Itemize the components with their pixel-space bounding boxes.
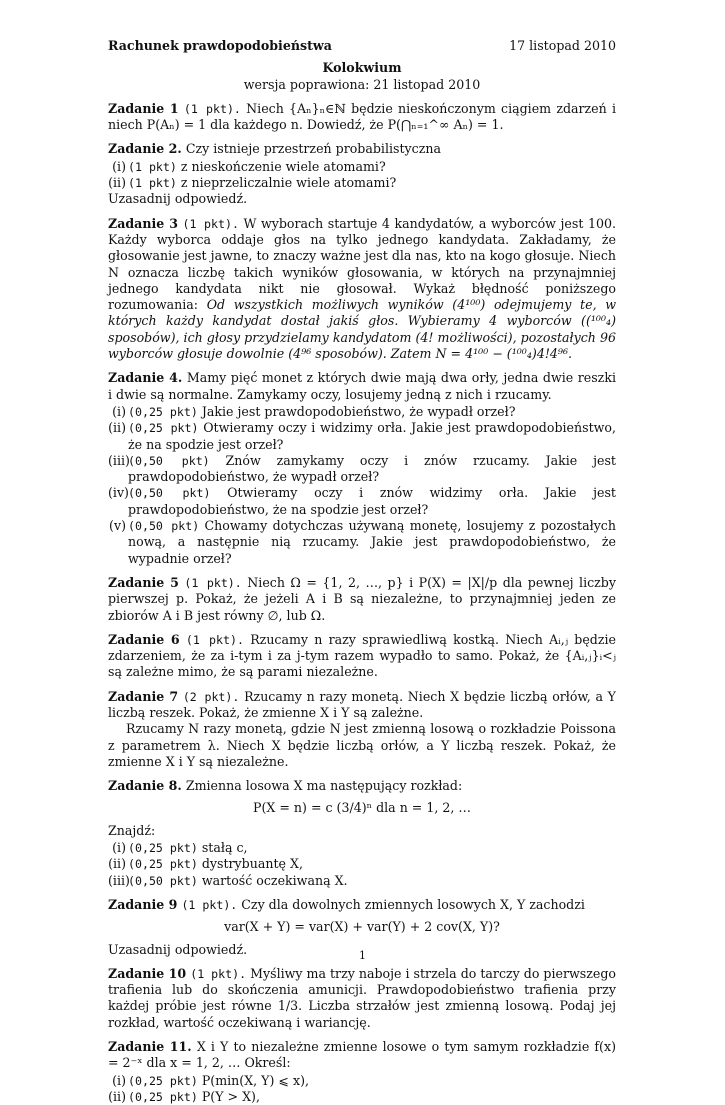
subtask-item <box>108 518 616 567</box>
task-points: (1 pkt). <box>183 101 241 116</box>
task-3 <box>108 216 616 363</box>
subtask-text: Chowamy dotychczas używaną monetę, losujemy z pozostałych nową, a następnie nią rzucamy. Jakie jest prawdopodobieństwo, że wypadnie orzeł? <box>128 518 616 566</box>
task-text: Niech {Aₙ}ₙ∈ℕ będzie nieskończonym ciągiem zdarzeń i niech P(Aₙ) = 1 dla każdego n. Dowiedź, że P(⋂ₙ₌₁^∞ Aₙ) = 1. <box>108 100 616 133</box>
subtask-points: (0,50 pkt) <box>128 453 210 468</box>
exam-title: Kolokwium <box>322 60 402 76</box>
subtask-points: (0,50 pkt) <box>128 486 211 501</box>
task-text: Myśliwy ma trzy naboje i strzela do tarczy do pierwszego trafienia lub do skończenia amunicji. Prawdopodobieństwo trafienia przy każdej próbie jest równe 1/3. Liczba strzałów jest zmienną losową. Podaj jej rozkład, wartość oczekiwaną i wariancję. <box>108 965 616 1030</box>
task-5 <box>108 575 616 624</box>
subtask-text: stałą c, <box>201 840 248 856</box>
exam-page <box>108 38 616 1105</box>
subtask-text: wartość oczekiwaną X. <box>201 872 348 888</box>
task-text: X i Y to niezależne zmienne losowe o tym samym rozkładzie f(x) = 2⁻ˣ dla x = 1, 2, … Określ: <box>108 1039 616 1071</box>
task-points: (1 pkt). <box>181 897 238 912</box>
subtask-item <box>108 485 616 518</box>
task-note: Znajdź: <box>108 822 156 838</box>
task-heading: Zadanie 11. <box>108 1039 192 1055</box>
task-points: (1 pkt). <box>190 966 247 981</box>
subtask-points: (0,25 pkt) <box>128 857 198 872</box>
subtask-text: Znów zamykamy oczy i znów rzucamy. Jakie jest prawdopodobieństwo, że wypadł orzeł? <box>128 452 616 485</box>
task-heading: Zadanie 3 <box>108 215 178 231</box>
task-points: (1 pkt). <box>182 216 239 231</box>
task-10 <box>108 966 616 1031</box>
subtask-number: (iii) <box>108 872 130 888</box>
subtask-text: P(min(X, Y) ⩽ x), <box>201 1072 309 1088</box>
task-text: Czy istnieje przestrzeń probabilistyczna <box>185 141 441 157</box>
subtask-number: (iii) <box>108 452 130 468</box>
subtask-text: dystrybuantę X, <box>201 856 303 872</box>
task-argument: Od wszystkich możliwych wyników (4¹⁰⁰) odejmujemy te, w których każdy kandydat dostał jakiś głos. Wybieramy 4 wyborców ((¹⁰⁰₄) sposobów), ich głosy przydzielamy kandydatom (4! możliwości), pozostałych 96 wyborców głosuje dowolnie (4⁹⁶ sposobów). Zatem N = 4¹⁰⁰ − (¹⁰⁰₄)4!4⁹⁶. <box>108 297 616 362</box>
subtask-points: (0,25 pkt) <box>128 1089 198 1104</box>
formula: P(X = n) = c (3/4)ⁿ dla n = 1, 2, … <box>253 800 471 816</box>
subtask-number: (i) <box>112 158 126 174</box>
task-text: Mamy pięć monet z których dwie mają dwa orły, jedna dwie reszki i dwie są normalne. Zamykamy oczy, losujemy jedną z nich i rzucamy. <box>108 370 616 402</box>
subtask-item <box>108 175 616 191</box>
subtask-number: (v) <box>109 518 126 534</box>
subtask-points: (0,25 pkt) <box>128 1073 198 1088</box>
task-11 <box>108 1039 616 1105</box>
task-points: (2 pkt). <box>182 689 240 704</box>
page-number: 1 <box>359 949 366 962</box>
subtask-number: (ii) <box>108 420 126 436</box>
task-text: Niech Ω = {1, 2, …, p} i P(X) = |X|/p dla pewnej liczby pierwszej p. Pokaż, że jeżeli A i B są niezależne, to przynajmniej jeden ze zbiorów A i B jest równy ∅, lub Ω. <box>108 574 616 623</box>
task-points: (1 pkt). <box>184 575 242 590</box>
subtask-points: (0,25 pkt) <box>128 404 198 419</box>
subtask-number: (i) <box>112 1072 126 1088</box>
task-heading: Zadanie 10 <box>108 965 187 981</box>
task-note: Uzasadnij odpowiedź. <box>108 191 248 207</box>
subtask-text: z nieprzeliczalnie wiele atomami? <box>180 175 397 191</box>
subtask-points: (0,25 pkt) <box>128 841 198 856</box>
task-heading: Zadanie 6 <box>108 631 180 647</box>
task-heading: Zadanie 9 <box>108 896 178 912</box>
task-heading: Zadanie 8. <box>108 778 182 794</box>
task-6 <box>108 632 616 681</box>
subtask-item <box>108 1089 616 1105</box>
task-8 <box>108 778 616 889</box>
subtask-number: (iv) <box>108 485 129 501</box>
subtask-text: Otwieramy oczy i widzimy orła. Jakie jest prawdopodobieństwo, że na spodzie jest orzeł? <box>128 420 616 452</box>
subtask-points: (1 pkt) <box>128 176 177 191</box>
task-points: (1 pkt). <box>185 632 244 647</box>
subtask-item <box>108 873 616 889</box>
subtask-item <box>108 856 616 872</box>
exam-version: wersja poprawiona: 21 listopad 2010 <box>243 76 481 92</box>
subtask-number: (ii) <box>108 1088 126 1104</box>
subtask-item <box>108 420 616 453</box>
task-paragraph: Rzucamy N razy monetą, gdzie N jest zmienną losową o rozkładzie Poissona z parametrem λ. Niech X będzie liczbą orłów, a Y liczbą reszek. Pokaż, że zmienne X i Y są niezależne. <box>108 721 616 769</box>
subtask-number: (i) <box>112 403 126 419</box>
exam-date: 17 listopad 2010 <box>509 38 616 53</box>
task-text: W wyborach startuje 4 kandydatów, a wyborców jest 100. Każdy wyborca oddaje głos na tylko jednego kandydata. Zakładamy, że głosowanie jest jawne, to znaczy ważne jest dla nas, kto na kogo głosuje. Niech N oznacza liczbę takich wyników głosowania, w których na przynajmniej jednego kandydata nikt nie głosował. Wykaż błędność poniższego rozumowania: <box>108 215 616 313</box>
course-name: Rachunek prawdopodobieństwa <box>108 38 332 53</box>
subtask-item <box>108 159 616 175</box>
subtask-points: (0,50 pkt) <box>128 519 200 534</box>
subtask-list <box>108 840 616 889</box>
task-text: Rzucamy n razy monetą. Niech X będzie liczbą orłów, a Y liczbą reszek. Pokaż, że zmienne X i Y są zależne. <box>108 688 616 720</box>
subtask-text: Otwieramy oczy i znów widzimy orła. Jakie jest prawdopodobieństwo, że na spodzie jest orzeł? <box>128 485 616 517</box>
subtask-list <box>108 1073 616 1105</box>
task-2 <box>108 141 616 207</box>
subtask-points: (1 pkt) <box>128 159 177 174</box>
subtask-number: (ii) <box>108 175 126 191</box>
task-1 <box>108 101 616 134</box>
task-heading: Zadanie 7 <box>108 688 179 704</box>
task-4 <box>108 370 616 567</box>
page-header <box>108 38 616 54</box>
task-heading: Zadanie 5 <box>108 574 179 590</box>
task-text: Czy dla dowolnych zmiennych losowych X, Y zachodzi <box>241 896 585 912</box>
subtask-list <box>108 404 616 567</box>
subtask-text: P(Y > X), <box>201 1088 260 1104</box>
subtask-item <box>108 840 616 856</box>
task-heading: Zadanie 2. <box>108 141 182 157</box>
task-text: Zmienna losowa X ma następujący rozkład: <box>185 778 463 794</box>
subtask-number: (ii) <box>108 856 126 872</box>
subtask-item <box>108 1073 616 1089</box>
task-note: Uzasadnij odpowiedź. <box>108 941 248 957</box>
task-heading: Zadanie 1 <box>108 100 179 116</box>
subtask-item <box>108 453 616 486</box>
subtask-number: (i) <box>112 840 126 856</box>
subtask-points: (0,50 pkt) <box>128 873 198 888</box>
subtask-item <box>108 404 616 420</box>
task-7 <box>108 689 616 770</box>
formula: var(X + Y) = var(X) + var(Y) + 2 cov(X, Y)? <box>224 919 500 935</box>
subtask-points: (0,25 pkt) <box>128 421 199 436</box>
subtask-list <box>108 159 616 192</box>
task-text: Rzucamy n razy sprawiedliwą kostką. Niech Aᵢ,ⱼ będzie zdarzeniem, że za i-tym i za j-tym razem wypadło to samo. Pokaż, że {Aᵢ,ⱼ}ᵢ<ⱼ są zależne mimo, że są parami niezależne. <box>108 631 616 680</box>
subtask-text: Jakie jest prawdopodobieństwo, że wypadł orzeł? <box>201 403 516 419</box>
task-heading: Zadanie 4. <box>108 370 183 386</box>
subtask-text: z nieskończenie wiele atomami? <box>180 158 386 174</box>
